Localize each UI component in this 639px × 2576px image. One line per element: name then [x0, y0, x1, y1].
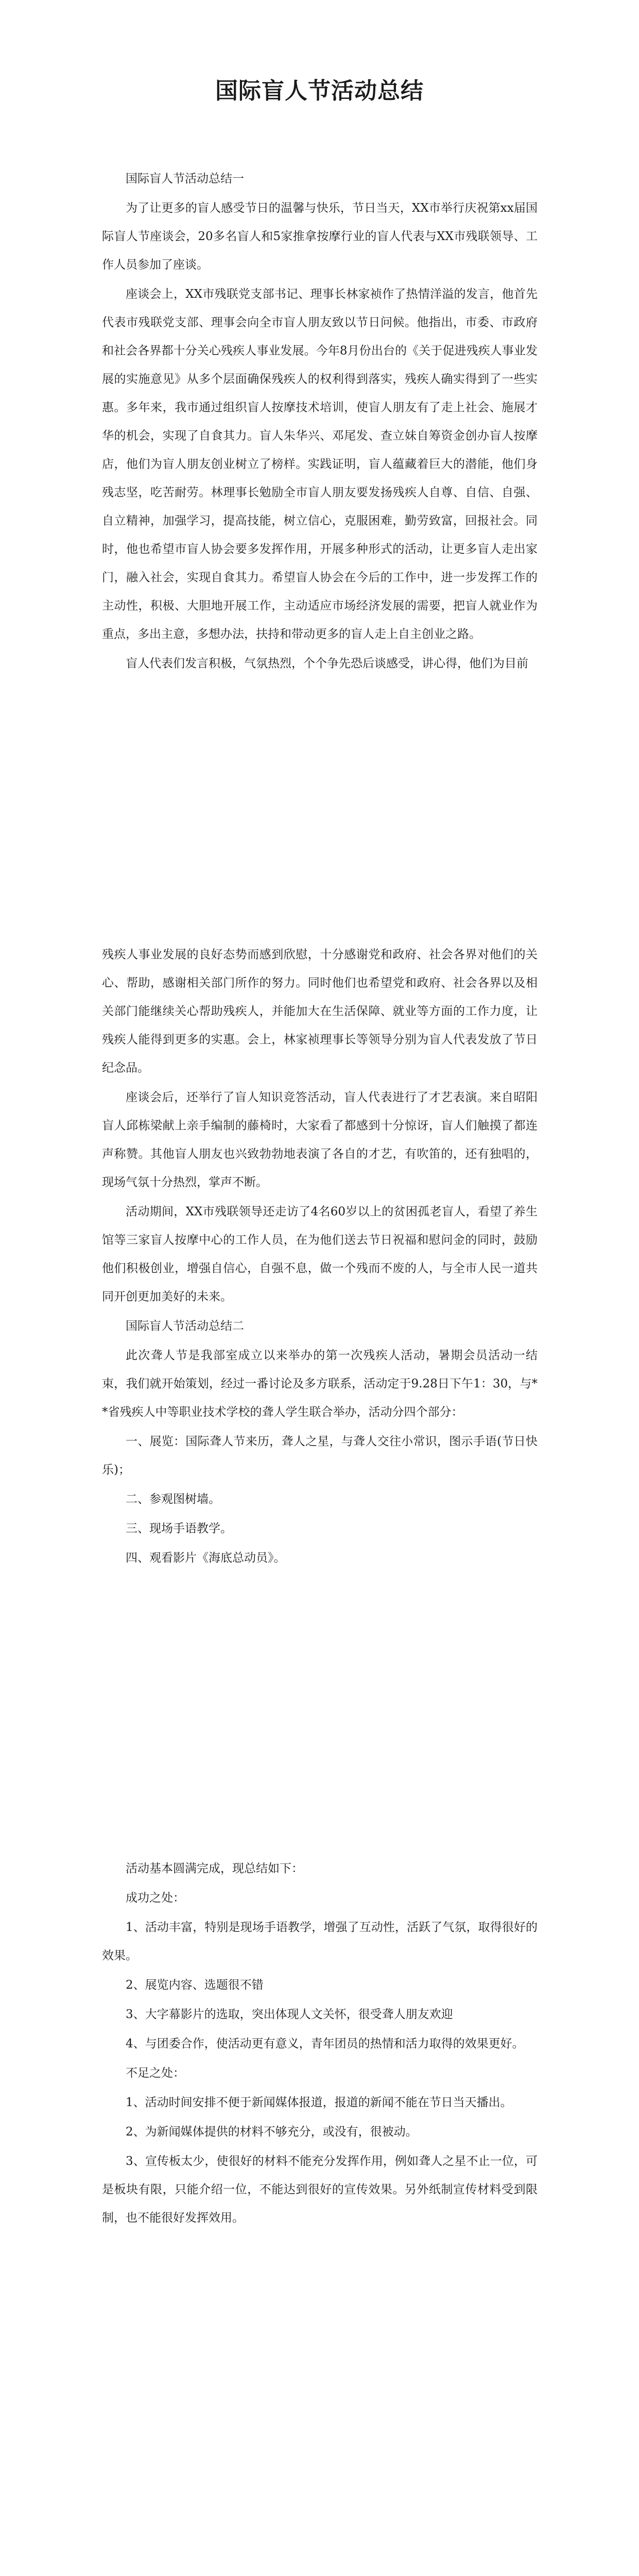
paragraph: 二、参观图树墙。 [126, 1493, 220, 1506]
paragraph: 座谈会后，还举行了盲人知识竞答活动，盲人代表进行了才艺表演。来自昭阳盲人邱栋梁献上亲手编制的藤椅时，大家看了都感到十分惊讶，盲人们触摸了都连声称赞。其他盲人朋友也兴致勃勃地表演了各自的才艺，有吹笛的，还有独唱的，现场气氛十分热烈，掌声不断。 [102, 1091, 538, 1189]
paragraph: 1、活动时间安排不便于新闻媒体报道，报道的新闻不能在节日当天播出。 [126, 2096, 512, 2109]
paragraph: 三、现场手语教学。 [126, 1522, 232, 1535]
section-block-3 [102, 1855, 538, 2232]
paragraph: 3、大字幕影片的选取，突出体现人文关怀，很受聋人朋友欢迎 [126, 2008, 453, 2021]
paragraph: 3、宣传板太少，使很好的材料不能充分发挥作用，例如聋人之星不止一位，可是板块有限，只能介绍一位，不能达到很好的宣传效果。另外纸制宣传材料受到限制，也不能很好发挥效用。 [102, 2155, 538, 2225]
paragraph: 座谈会上，XX市残联党支部书记、理事长林家祯作了热情洋溢的发言，他首先代表市残联党支部、理事会向全市盲人朋友致以节日问候。他指出，市委、市政府和社会各界都十分关心残疾人事业发展。今年8月份出台的《关于促进残疾人事业发展的实施意见》从多个层面确保残疾人的权利得到落实，残疾人确实得到了一些实惠。多年来，我市通过组织盲人按摩技术培训，使盲人朋友有了走上社会、施展才华的机会，实现了自食其力。盲人朱华兴、邓尾发、查立妹自筹资金创办盲人按摩店，他们为盲人朋友创业树立了榜样。实践证明，盲人蕴藏着巨大的潜能，他们身残志坚，吃苦耐劳。林理事长勉励全市盲人朋友要发扬残疾人自尊、自信、自强、自立精神，加强学习，提高技能，树立信心，克服困难，勤劳致富，回报社会。同时，他也希望市盲人协会要多发挥作用，开展多种形式的活动，让更多盲人走出家门，融入社会，实现自食其力。希望盲人协会在今后的工作中，进一步发挥工作的主动性，积极、大胆地开展工作，主动适应市场经济发展的需要，把盲人就业作为重点，多出主意，多想办法，扶持和带动更多的盲人走上自主创业之路。 [102, 287, 538, 641]
paragraph: 此次聋人节是我部室成立以来举办的第一次残疾人活动，暑期会员活动一结束，我们就开始策划，经过一番讨论及多方联系，活动定于9.28日下午1：30，与**省残疾人中等职业技术学校的聋人学生联合举办，活动分四个部分： [102, 1349, 538, 1419]
paragraph: 4、与团委合作，使活动更有意义，青年团员的热情和活力取得的效果更好。 [126, 2037, 524, 2050]
paragraph: 1、活动丰富，特别是现场手语教学，增强了互动性，活跃了气氛，取得很好的效果。 [102, 1921, 538, 1962]
paragraph: 成功之处： [126, 1891, 185, 1905]
section-block-2 [102, 941, 538, 1572]
paragraph: 盲人代表们发言积极，气氛热烈，个个争先恐后谈感受，讲心得，他们为目前 [126, 657, 528, 670]
paragraph: 活动期间，XX市残联领导还走访了4名60岁以上的贫困孤老盲人，看望了养生馆等三家盲人按摩中心的工作人员，在为他们送去节日祝福和慰问金的同时，鼓励他们积极创业，增强自信心，自强不息，做一个残而不废的人，与全市人民一道共同开创更加美好的未来。 [102, 1205, 538, 1303]
paragraph: 一、展览：国际聋人节来历，聋人之星，与聋人交往小常识，图示手语(节日快乐)； [102, 1435, 538, 1477]
paragraph: 为了让更多的盲人感受节日的温馨与快乐，节日当天，XX市举行庆祝第xx届国际盲人节座谈会，20多名盲人和5家推拿按摩行业的盲人代表与XX市残联领导、工作人员参加了座谈。 [102, 201, 538, 272]
paragraph: 不足之处： [126, 2066, 185, 2080]
paragraph: 活动基本圆满完成，现总结如下： [126, 1862, 303, 1875]
paragraph: 残疾人事业发展的良好态势而感到欣慰，十分感谢党和政府、社会各界对他们的关心、帮助，感谢相关部门所作的努力。同时他们也希望党和政府、社会各界以及相关部门能继续关心帮助残疾人，并能加大在生活保障、就业等方面的工作力度，让残疾人能得到更多的实惠。会上，林家祯理事长等领导分别为盲人代表发放了节日纪念品。 [102, 948, 538, 1075]
paragraph: 国际盲人节活动总结一 [126, 172, 244, 185]
paragraph: 2、为新闻媒体提供的材料不够充分，或没有，很被动。 [126, 2125, 418, 2139]
paragraph: 2、展览内容、选题很不错 [126, 1978, 264, 1992]
page-title: 国际盲人节活动总结 [215, 78, 424, 104]
section-block-1 [102, 165, 538, 678]
paragraph: 四、观看影片《海底总动员》。 [126, 1551, 286, 1565]
paragraph: 国际盲人节活动总结二 [126, 1319, 244, 1333]
